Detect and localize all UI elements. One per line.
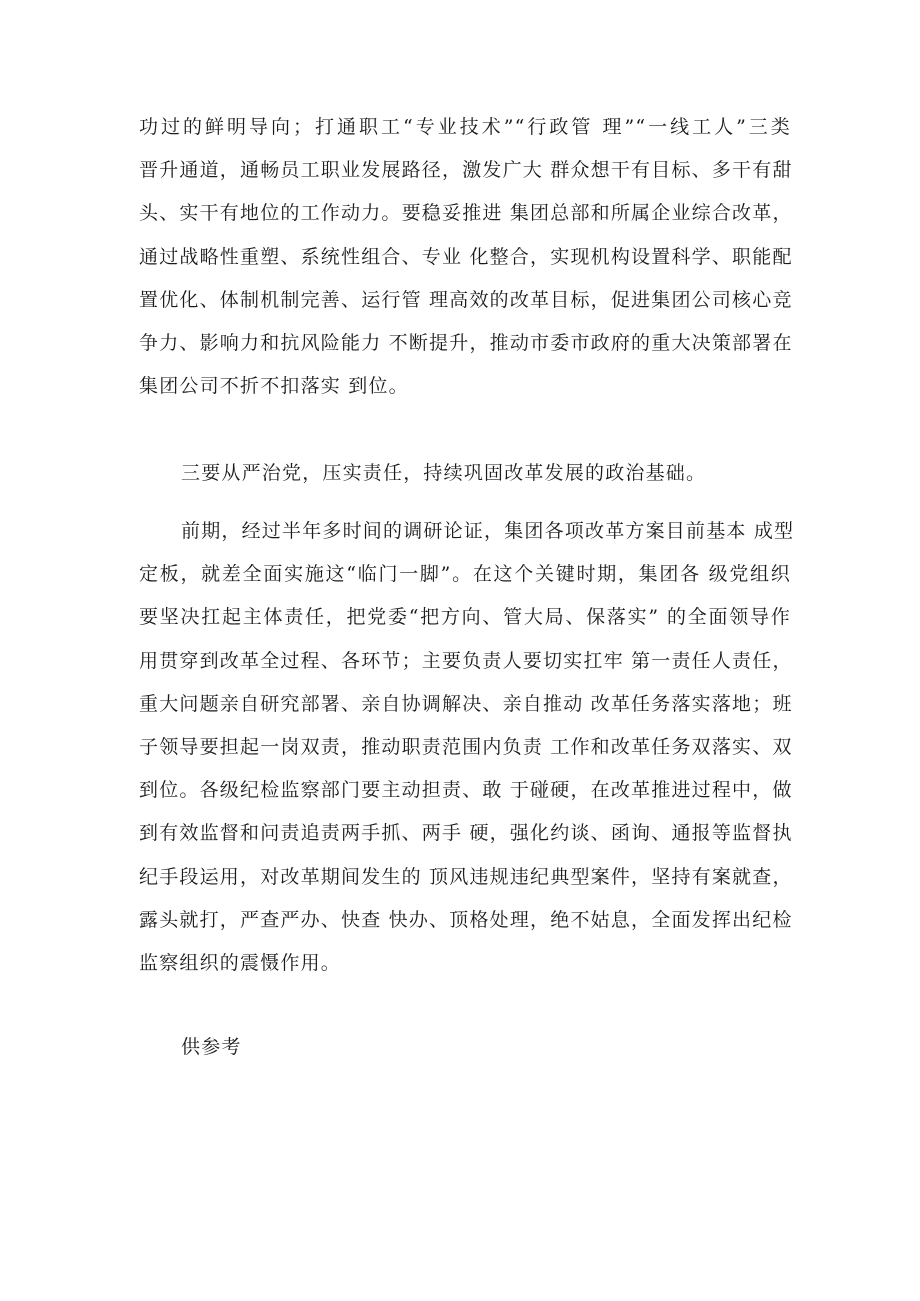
text-line: 置优化、体制机制完善、运行管 理高效的改革目标，促进集团公司核心竞: [139, 288, 793, 311]
text-line: 前期，经过半年多时间的调研论证，集团各项改革方案目前基本 成型: [181, 520, 795, 542]
text-line: 监察组织的震慑作用。: [139, 951, 342, 974]
heading-line: 三要从严治党，压实责任，持续巩固改革发展的政治基础。: [181, 462, 707, 484]
text-line: 通过战略性重塑、系统性组合、专业 化整合，实现机构设置科学、职能配: [139, 245, 793, 268]
closing-text: 供参考: [181, 1036, 242, 1058]
text-line: 重大问题亲自研究部署、亲自协调解决、亲自推动 改革任务落实落地；班: [139, 692, 793, 715]
section-heading: [139, 452, 791, 495]
text-line: 子领导要担起一岗双责，推动职责范围内负责 工作和改革任务双落实、双: [139, 735, 793, 758]
text-line: 用贯穿到改革全过程、各环节；主要负责人要切实扛牢 第一责任人责任，: [139, 649, 793, 672]
text-line: 头、实干有地位的工作动力。要稳妥推进 集团总部和所属企业综合改革，: [139, 202, 793, 225]
text-line: 露头就打，严查严办、快查 快办、顶格处理，绝不姑息，全面发挥出纪检: [139, 908, 793, 931]
text-line: 争力、影响力和抗风险能力 不断提升，推动市委市政府的重大决策部署在: [139, 331, 793, 354]
text-line: 到位。各级纪检监察部门要主动担责、敢 于碰硬，在改革推进过程中，做: [139, 779, 793, 802]
text-line: 集团公司不折不扣落实 到位。: [139, 375, 409, 398]
text-line: 要坚决扛起主体责任，把党委“把方向、管大局、保落实” 的全面领导作: [139, 606, 791, 629]
text-line: 定板，就差全面实施这“临门一脚”。在这个关键时期，集团各 级党组织: [139, 563, 791, 586]
paragraph-3: [139, 510, 795, 985]
text-line: 晋升通道，通畅员工职业发展路径，激发广大 群众想干有目标、多干有甜: [139, 159, 793, 182]
closing-note: [139, 1026, 791, 1069]
text-line: 到有效监督和问责追责两手抓、两手 硬，强化约谈、函询、通报等监督执: [139, 822, 793, 845]
text-line: 功过的鲜明导向；打通职工“专业技术”“行政管 理”“一线工人”三类: [139, 116, 791, 138]
text-line: 纪手段运用，对改革期间发生的 顶风违规违纪典型案件，坚持有案就查，: [139, 865, 793, 888]
paragraph-1: [139, 106, 791, 408]
